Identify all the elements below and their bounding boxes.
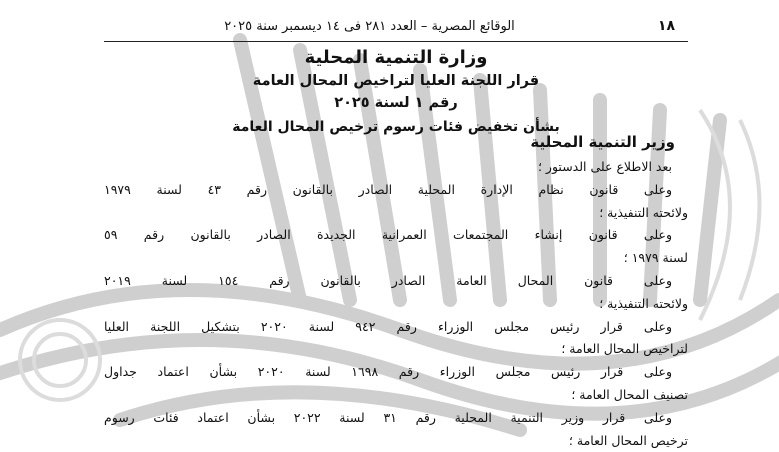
- body-line: ولائحته التنفيذية ؛: [599, 295, 688, 311]
- committee-title: قرار اللجنة العليا لتراخيص المحال العامة: [252, 73, 540, 89]
- body-line: وعلى قرار رئيس مجلس الوزراء رقم ٩٤٢ لسنة ٢٠٢٠ بتشكيل اللجنة العليا: [104, 318, 672, 334]
- decree-body: [104, 156, 688, 452]
- body-line: وعلى قانون المحال العامة الصادر بالقانون رقم ١٥٤ لسنة ٢٠١٩: [104, 272, 672, 288]
- body-line: وعلى قانون نظام الإدارة المحلية الصادر بالقانون رقم ٤٣ لسنة ١٩٧٩: [104, 181, 672, 197]
- body-line: وعلى قرار رئيس مجلس الوزراء رقم ١٦٩٨ لسنة ٢٠٢٠ بشأن اعتماد جداول: [104, 364, 672, 380]
- body-line: وعلى قانون إنشاء المجتمعات العمرانية الجديدة الصادر بالقانون رقم ٥٩: [104, 227, 672, 243]
- minister-heading: وزير التنمية المحلية: [530, 133, 675, 151]
- body-line: تصنيف المحال العامة ؛: [571, 386, 688, 402]
- running-head: الوقائع المصرية – العدد ٢٨١ فى ١٤ ديسمبر سنة ٢٠٢٥: [224, 19, 515, 34]
- decree-number: رقم ١ لسنة ٢٠٢٥: [334, 95, 458, 111]
- decree-titles: [104, 46, 688, 138]
- body-line: بعد الاطلاع على الدستور ؛: [537, 159, 672, 174]
- body-line: لسنة ١٩٧٩ ؛: [623, 250, 688, 266]
- decree-subject: بشأن تخفيض فئات رسوم ترخيص المحال العامة: [232, 119, 560, 135]
- page-number: ١٨: [657, 18, 675, 34]
- body-line: وعلى قرار وزير التنمية المحلية رقم ٣١ لسنة ٢٠٢٢ بشأن اعتماد فئات رسوم: [104, 409, 672, 425]
- ministry-title: وزارة التنمية المحلية: [304, 47, 488, 68]
- body-line: ترخيص المحال العامة ؛: [568, 432, 688, 448]
- page-header: [0, 18, 779, 38]
- body-line: ولائحته التنفيذية ؛: [599, 204, 688, 220]
- body-line: لتراخيص المحال العامة ؛: [561, 341, 688, 357]
- header-rule: [104, 41, 688, 42]
